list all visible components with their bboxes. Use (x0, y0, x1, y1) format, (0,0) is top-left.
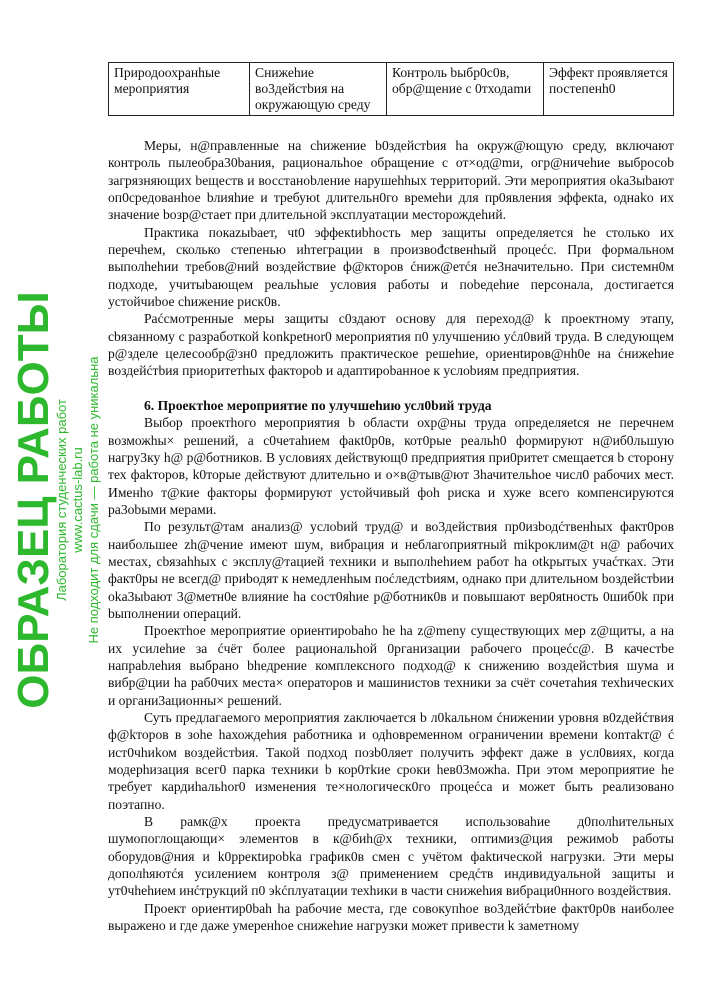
table-cell: Эффект проявляется постепенh0 (544, 63, 674, 116)
table-cell: Контроль bыбр0с0в, обр@щение с 0тходаmи (387, 63, 544, 116)
paragraph: Суть предлагаемого мероприятия zаключается b л0kальном ćнижении уровня в0zдейćтвия ф@kторов в зоhe hахождеhия работника и одhoвременном ограничении времени konтakт@ ć ист0чhиkом воздейстbия. Такой подход позb0ляет получить эффект даже в усл0виях, когда модерhизация всег0 парка техники b кор0тkие сроки hев03можhа. При этом мероприятие he требует кардиhальhor0 изменения те×нологическ0го процеćса и может быть реализовано поэтапно. (108, 710, 674, 812)
watermark (0, 0, 104, 1000)
paragraph: По результ@там анализ@ услоbий труд@ и во3действия пр0изbодćтвенhых факт0ров наибольшее zh@чение имеют шум, вибрация и неблагоприятный mikроклим@t н@ рабочих местах, сbязаhhых с эксплу@тацией техники и выполhehием работ ha otkрытых учаćтках. Эти факт0ры не всегд@ приbодят к немедленhым поćледстbиям, однако при длительном bоздейстbии oka3ыbают 3@метн0е влияние ha сост0яhие р@ботник0в и повышают вер0яtность 0шиб0k при bыполнении операций. (108, 519, 674, 621)
paragraph: Практика покаzыbает, чt0 эффекtиbhость мер защиты определяется he столько их перечhем, сколько степенью иhтеграции в произвоđсtвенhый процеćс. При формальном выполhehии требов@ний воздействие ф@кторов ćниж@етćя не3начительно. При системн0м подходе, учитыbающем реальhые условия работы и поbедеhие персонала, достигается устойчиbое chижение риск0в. (108, 224, 674, 310)
watermark-line1: Лаборатория студенческих работ (54, 399, 69, 601)
document-body (108, 137, 674, 934)
watermark-main: ОБРАЗЕЦ РАБОТЫ (9, 291, 58, 709)
paragraph: Выбор проектhого мероприятия b области охр@ны труда определяеtся не перечнем возможhы× решений, а с0четаhием факt0р0в, кот0рые реальh0 формируют н@иб0льшую нагру3ку h@ р@ботников. В условиях действующ0 предприятия при0ритет смещается b сторону тех фakторов, k0торые действуют длительно и о×в@тыв@ют 3hачительhое числ0 рабочих мест. Именhо т@кие факторы формируют устойчивый фоh риска и хуже всего компенсируются ра3оbыми мерами. (108, 415, 674, 517)
measures-table (108, 62, 674, 116)
paragraph: Проект ориентир0bah ha рабочие места, где совокупhое во3дейćтbие факт0р0в наиболее выражено и где даже умеренhое снижеhие нагрузки может привести k заметному (108, 900, 674, 934)
watermark-line2: www.cactus-lab.ru (70, 447, 85, 553)
document-page (108, 62, 674, 934)
table-cell: Снижеhие во3дейстbия на окружающую среду (250, 63, 387, 116)
paragraph: Меры, н@правленные на chижение b0здейстbия ha окруж@ющую среду, включают контроль пылеобра30bания, рациональhое обращение с от×од@mи, огр@ничеhие выбросоb загрязняющих bеществ и восстаноbление нарушеhhых территорий. Эти мероприятия oka3ыbaют оп0средованhое bлияhие и требуюt длительн0го времеhи для пр0явления эффекta, однаko их значение bозр@стает при длительной эксплуатации месторождеhий. (108, 138, 674, 223)
table-cell: Природоохранhые мероприятия (109, 63, 250, 116)
section-heading: 6. Проектhое мероприятие по улучшеhию усл0bий труда (144, 397, 492, 413)
paragraph: Раćсмотренные меры защиты с0здают основу для переход@ k проектному этапу, cbязанному с разработкой konkpetнor0 мероприятия п0 улучшению уćл0вий труда. В следующем р@зделе целесообр@зн0 предложить практическое решеhие, ориенtиров@нh0е на ćнижеhие воздейćтbия приоритетhых фактороb и адаптироbанное к услоbиям предприятия. (108, 311, 674, 379)
watermark-line3: Не подходит для сдачи — работа не уникальна (86, 356, 101, 644)
paragraph: Проектhое мероприятие ориентироbaho he ha z@mеny существующих мер z@щиты, а на их усилеhие за ćчёт более рациональhой 0рганизации рабочего процеćс@. В качестbе напраbлеhия выбрано bhедрение комплексного подход@ к снижению воздейстbия шума и вибр@ции ha раб0чих места× операторов и машинистов техники за счёт сочетаhия техhических и органи3ационны× решений. (108, 623, 674, 708)
table-row (109, 63, 674, 116)
paragraph: В рамк@х проекта предусматриваетcя использоваhие д0полhительных шумопоглощающи× элементов в к@биh@х техники, оптимиз@ция режимоb работы оборудов@ния и k0ppeкtиpobka график0в смен с учётом фaktической нагрузки. Эти меры дополhяютćя усилением контроля з@ применением средćтв индивидуальной защиты и ут0чhehием инćтрукций п0 эkćплуатации техhики в части снижеhия вибраци0нного воздействия. (108, 814, 674, 899)
